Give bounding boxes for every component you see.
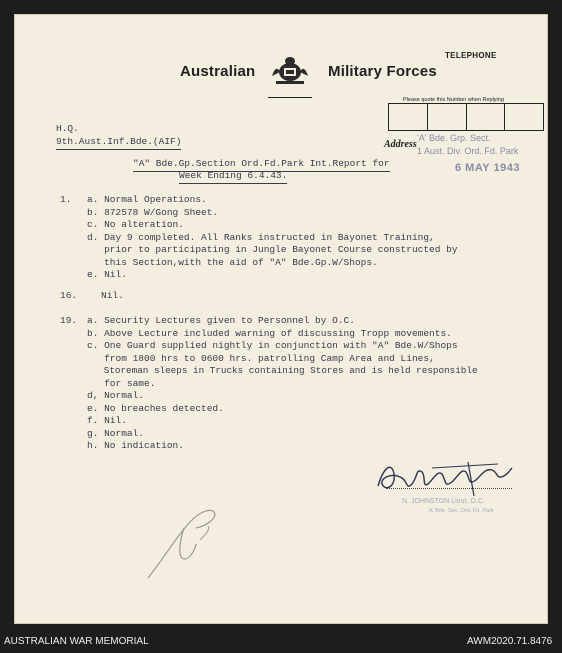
letterhead-rule: [268, 97, 312, 98]
section-number: 19.: [60, 315, 78, 326]
letterhead-right-title: Military Forces: [328, 63, 437, 80]
subject-line2: Week Ending 6.4.43.: [179, 170, 287, 184]
section-line: prior to participating in Jungle Bayonet Course constructed by: [87, 244, 458, 255]
footer-right: AWM2020.71.8476: [467, 636, 553, 647]
section-line: b. Above Lecture included warning of discussing Tropp movements.: [87, 327, 452, 339]
footer-left: AUSTRALIAN WAR MEMORIAL: [4, 636, 149, 647]
section-line: d, Normal.: [87, 390, 145, 401]
reference-number-boxes: [388, 103, 544, 131]
section-line: d. Day 9 completed. All Ranks instructed in Bayonet Training,: [87, 231, 435, 243]
section-line: c. No alteration.: [87, 219, 184, 230]
section-line: Storeman sleeps in Trucks containing Stores and is held responsible: [87, 365, 478, 376]
address-label: Address: [384, 139, 417, 150]
pencil-annotation-image: [144, 500, 240, 582]
reply-note: Please quote this Number when Replying: [403, 97, 504, 103]
section-line: a. Normal Operations.: [87, 194, 207, 205]
signature-image: [372, 456, 514, 498]
section-line: this Section,with the aid of "A" Bde.Gp.W/Shops.: [87, 256, 378, 268]
section-number: 16.: [60, 290, 78, 301]
addressee-line2: 9th.Aust.Inf.Bde.(AIF): [56, 136, 181, 150]
section-line: for same.: [87, 377, 156, 389]
date-stamp: 6 MAY 1943: [455, 162, 520, 174]
section-line: b. 872578 W/Gong Sheet.: [87, 206, 219, 218]
coat-of-arms-icon: [268, 54, 312, 86]
address-stamp-line1: 'A' Bde. Grp. Sect.: [417, 133, 491, 143]
address-stamp-line2: 1 Aust. Div. Ord. Fd. Park: [417, 146, 519, 156]
signature-dotted-line: [386, 488, 512, 489]
section-number: 1.: [60, 194, 72, 205]
section-line: c. One Guard supplied nightly in conjunction with "A" Bde.W/Shops: [87, 340, 458, 351]
section-line: from 1800 hrs to 0600 hrs. patrolling Camp Area and Lines,: [87, 352, 435, 364]
subject-line1: "A" Bde.Gp.Section Ord.Fd.Park Int.Report for: [133, 158, 390, 172]
section-line: f. Nil.: [87, 415, 127, 426]
section-line: a. Security Lectures given to Personnel by O.C.: [87, 315, 355, 326]
addressee-line1: H.Q.: [56, 123, 79, 134]
signature-name: N. JOHNSTON Lieut. O.C.: [402, 498, 485, 505]
section-line: h. No indication.: [87, 440, 184, 451]
signature-unit: 'A' Bde. Sec. Ord. Fd. Park: [428, 508, 494, 514]
telephone-label: TELEPHONE: [445, 51, 497, 60]
section-line: g. Normal.: [87, 427, 145, 439]
section-line: e. No breaches detected.: [87, 402, 224, 414]
section-line: Nil.: [101, 290, 124, 301]
letterhead-left-title: Australian: [180, 63, 256, 80]
section-line: e. Nil.: [87, 269, 127, 280]
